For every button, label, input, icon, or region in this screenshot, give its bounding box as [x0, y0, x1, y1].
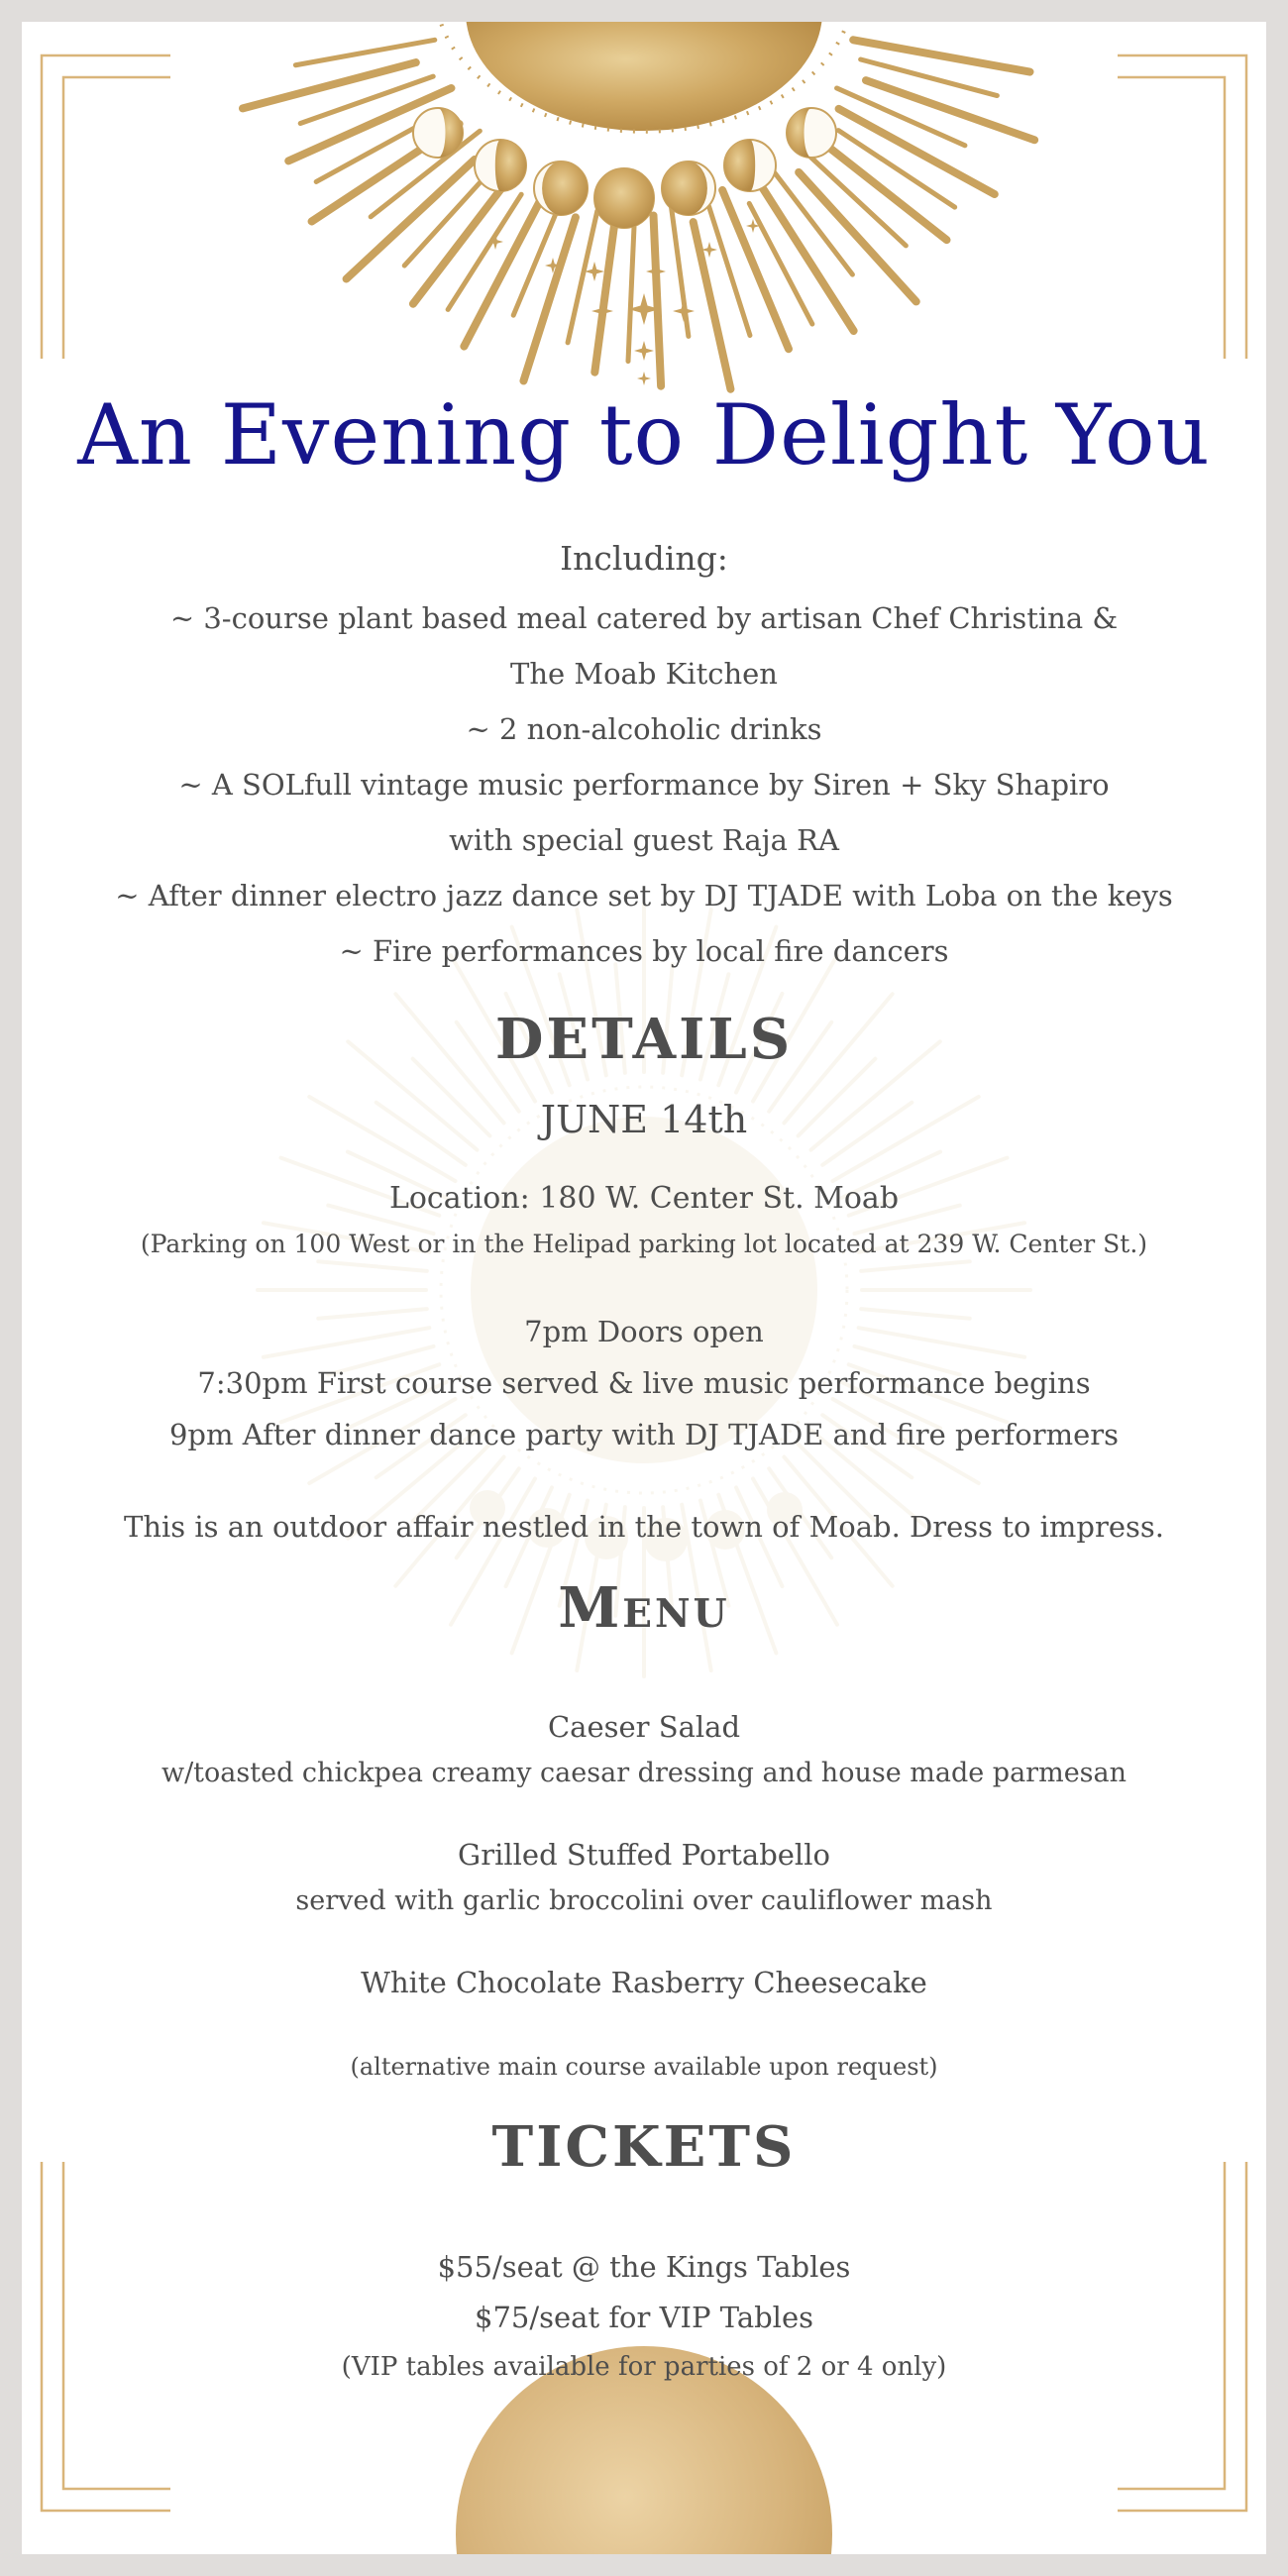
including-line: ~ After dinner electro jazz dance set by DJ TJADE with Loba on the keys — [115, 879, 1173, 912]
event-title: An Evening to Delight You — [77, 386, 1211, 483]
event-location: Location: 180 W. Center St. Moab — [388, 1181, 900, 1216]
schedule-item: 7:30pm First course served & live music performance begins — [197, 1366, 1091, 1400]
including-heading: Including: — [560, 539, 728, 578]
including-line: ~ 3-course plant based meal catered by artisan Chef Christina & — [169, 601, 1119, 635]
menu-item-name: Grilled Stuffed Portabello — [458, 1838, 830, 1872]
menu-item-name: White Chocolate Rasberry Cheesecake — [361, 1966, 927, 1999]
details-heading: DETAILS — [494, 1007, 794, 1072]
schedule-item: 9pm After dinner dance party with DJ TJADE and fire performers — [168, 1418, 1120, 1451]
event-date: JUNE 14th — [540, 1098, 748, 1141]
including-line: ~ 2 non-alcoholic drinks — [466, 712, 822, 746]
including-line: The Moab Kitchen — [510, 657, 778, 691]
menu-item-name: Caeser Salad — [547, 1710, 741, 1744]
dress-note: This is an outdoor affair nestled in the town of Moab. Dress to impress. — [124, 1510, 1164, 1544]
sun-ornament-icon — [243, 22, 1034, 389]
including-line: ~ Fire performances by local fire dancers — [339, 934, 949, 968]
menu-note: (alternative main course available upon request) — [350, 2053, 938, 2081]
parking-info: (Parking on 100 West or in the Helipad parking lot located at 239 W. Center St.) — [140, 1230, 1148, 1258]
ticket-note: (VIP tables available for parties of 2 or 4 only) — [341, 2352, 947, 2382]
ticket-line: $75/seat for VIP Tables — [475, 2301, 813, 2334]
flyer-page — [22, 22, 1266, 2554]
schedule-item: 7pm Doors open — [524, 1315, 764, 1348]
ticket-line: $55/seat @ the Kings Tables — [437, 2250, 851, 2284]
tickets-heading: TICKETS — [491, 2114, 797, 2180]
including-line: ~ A SOLfull vintage music performance by Siren + Sky Shapiro — [178, 768, 1110, 802]
including-line: with special guest Raja RA — [449, 823, 839, 857]
menu-item-desc: served with garlic broccolini over cauliflower mash — [295, 1885, 993, 1916]
menu-item-desc: w/toasted chickpea creamy caesar dressing and house made parmesan — [161, 1758, 1127, 1788]
menu-heading: Menu — [558, 1575, 730, 1641]
